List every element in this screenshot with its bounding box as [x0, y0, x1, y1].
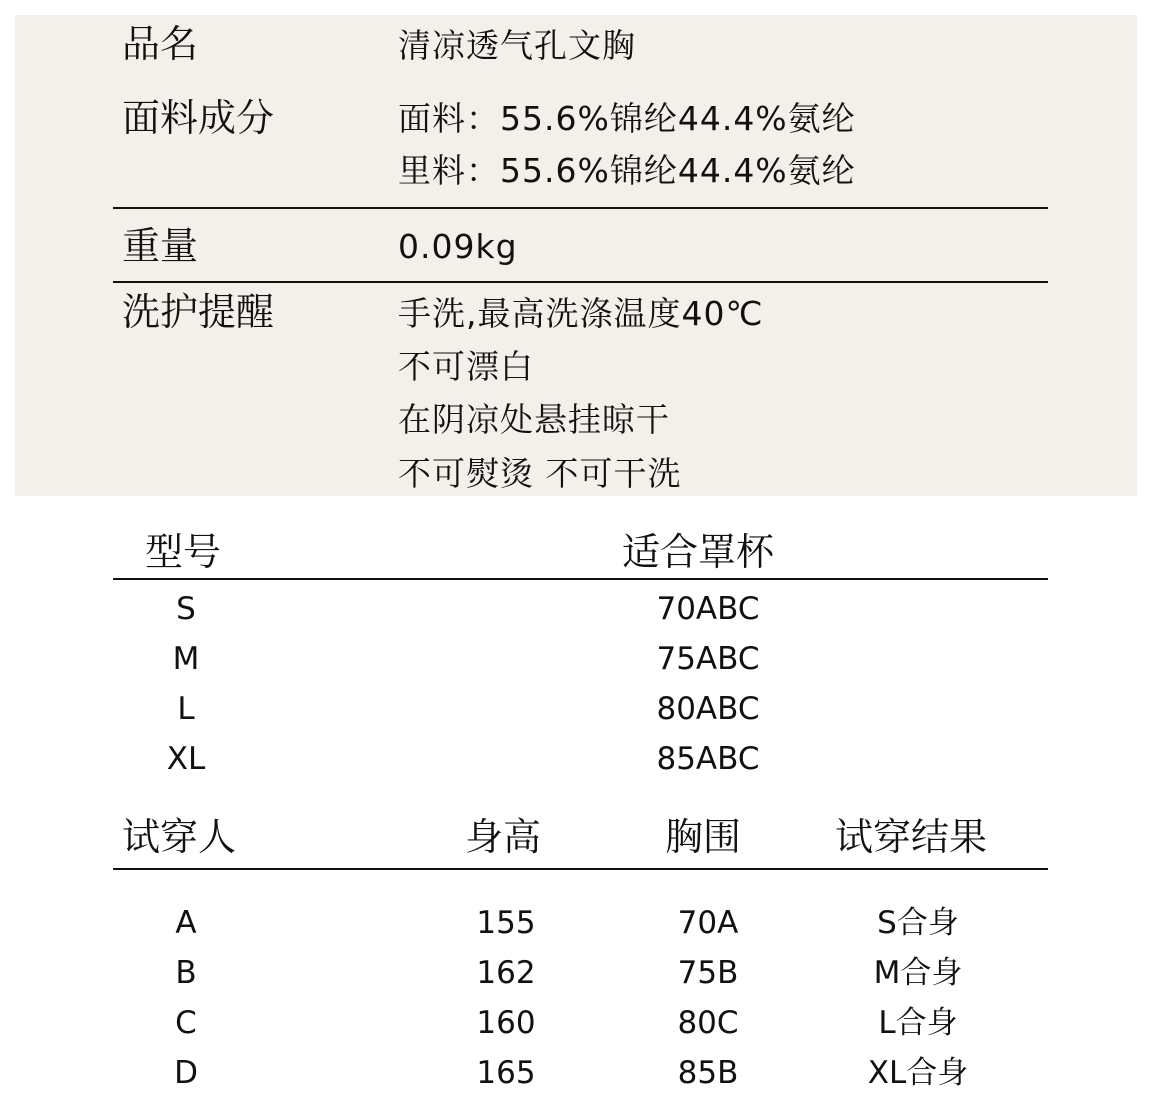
fitting-header-bust: 胸围	[665, 815, 742, 859]
fitting-cell: S合身	[877, 905, 959, 941]
fitting-table-header-rule	[113, 868, 1048, 870]
fitting-cell: 70A	[677, 905, 739, 941]
fitting-header-result: 试穿结果	[835, 815, 988, 859]
size-cell: M	[172, 641, 200, 677]
product-name-value: 清凉透气孔文胸	[398, 26, 636, 65]
care-line: 不可漂白	[398, 347, 534, 386]
fitting-cell: 155	[476, 905, 536, 941]
product-name-label: 品名	[122, 22, 199, 66]
fitting-cell: B	[175, 955, 197, 991]
fitting-header-person: 试穿人	[122, 815, 237, 859]
fitting-cell: 75B	[677, 955, 739, 991]
size-header-cup: 适合罩杯	[622, 530, 775, 574]
care-line: 手洗,最高洗涤温度40℃	[398, 294, 764, 333]
size-cell: 75ABC	[656, 641, 760, 677]
divider-rule	[113, 207, 1048, 209]
fitting-cell: XL合身	[867, 1055, 969, 1091]
composition-label: 面料成分	[122, 96, 275, 140]
weight-value: 0.09kg	[398, 227, 518, 266]
care-line: 在阴凉处悬挂晾干	[398, 400, 670, 439]
size-cell: 80ABC	[656, 691, 760, 727]
fitting-cell: 162	[476, 955, 536, 991]
fitting-cell: M合身	[873, 955, 963, 991]
size-header-model: 型号	[145, 530, 222, 574]
care-line: 不可熨烫 不可干洗	[398, 454, 682, 493]
fitting-cell: 160	[476, 1005, 536, 1041]
fitting-cell: A	[175, 905, 197, 941]
fitting-cell: C	[175, 1005, 197, 1041]
size-cell: L	[177, 691, 195, 727]
composition-line-lining: 里料：55.6%锦纶44.4%氨纶	[398, 151, 856, 190]
fitting-cell: L合身	[878, 1005, 958, 1041]
size-cell: S	[176, 591, 196, 627]
fitting-cell: 85B	[677, 1055, 739, 1091]
weight-label: 重量	[122, 224, 199, 268]
care-label: 洗护提醒	[122, 290, 275, 334]
fitting-cell: D	[174, 1055, 198, 1091]
size-cell: 70ABC	[656, 591, 760, 627]
fitting-header-height: 身高	[465, 815, 542, 859]
composition-line-outer: 面料：55.6%锦纶44.4%氨纶	[398, 99, 856, 138]
size-cell: XL	[166, 741, 206, 777]
size-cell: 85ABC	[656, 741, 760, 777]
size-table-header-rule	[113, 578, 1048, 580]
divider-rule	[113, 281, 1048, 283]
fitting-cell: 80C	[677, 1005, 739, 1041]
fitting-cell: 165	[476, 1055, 536, 1091]
